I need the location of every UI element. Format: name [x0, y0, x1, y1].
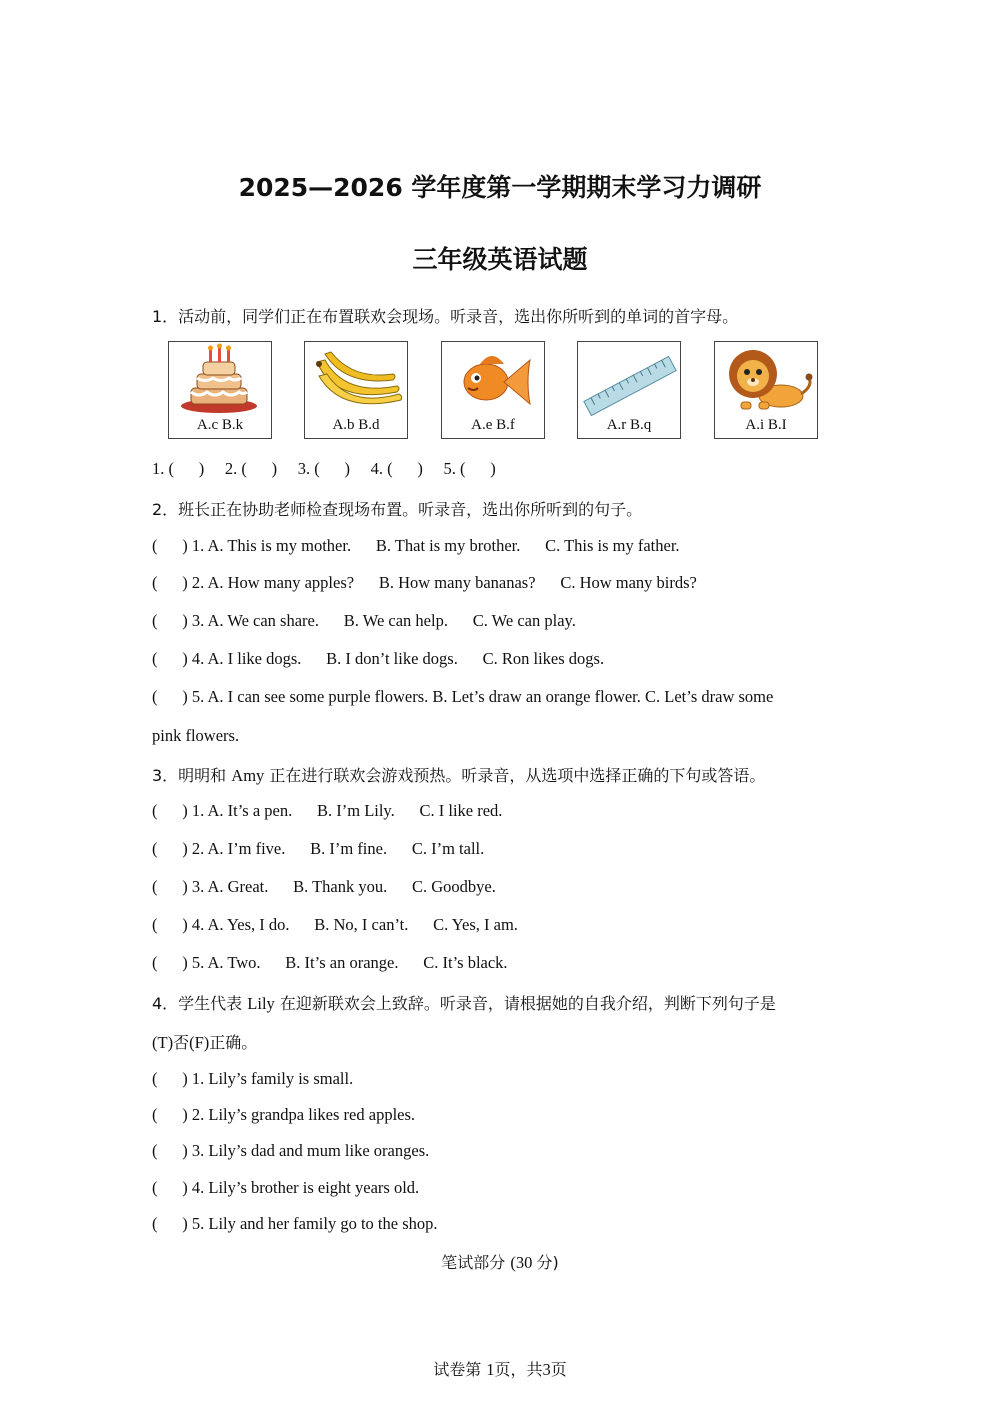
question-row [152, 611, 576, 631]
picture-label: A.r B.q [606, 417, 652, 433]
picture-box-3 [441, 341, 545, 439]
question-row: ( ) 5. A. I can see some purple flowers. B. Let’s draw an orange flower. C. Let’s draw some [152, 687, 774, 706]
question-row [152, 953, 508, 973]
picture-box-5 [714, 341, 818, 439]
section2-heading: 2．班长正在协助老师检查现场布置。听录音，选出你所听到的句子。 [152, 500, 643, 519]
option-b: B. How many bananas? [378, 573, 536, 592]
picture-label: A.c B.k [196, 417, 244, 433]
question-row [152, 649, 604, 669]
option-c: C. We can play. [472, 611, 576, 630]
fish-icon [442, 342, 546, 422]
cake-icon [169, 342, 273, 422]
option-a: ( ) 1. A. This is my mother. [152, 536, 352, 555]
option-c: C. This is my father. [545, 536, 680, 555]
option-b: B. I don’t like dogs. [326, 649, 458, 668]
question-row [152, 573, 697, 593]
section4-heading-continued: (T)否(F)正确。 [152, 1033, 258, 1052]
question-row [152, 839, 484, 859]
section3-heading: 3．明明和 Amy 正在进行联欢会游戏预热。听录音，从选项中选择正确的下句或答语。 [152, 766, 766, 785]
ruler-icon [578, 342, 682, 422]
picture-label: A.b B.d [332, 417, 380, 433]
option-a: ( ) 4. A. I like dogs. [152, 649, 302, 668]
page-title: 2025—2026 学年度第一学期期末学习力调研 [238, 173, 762, 202]
picture-label: A.e B.f [471, 417, 515, 433]
picture-box-2 [304, 341, 408, 439]
option-c: C. I’m tall. [411, 839, 485, 858]
option-a: ( ) 5. A. Two. [152, 953, 261, 972]
option-a: ( ) 1. A. It’s a pen. [152, 801, 293, 820]
option-b: B. We can help. [343, 611, 448, 630]
option-a: ( ) 4. A. Yes, I do. [152, 915, 290, 934]
page-subtitle: 三年级英语试题 [412, 245, 588, 274]
option-b: B. That is my brother. [375, 536, 521, 555]
question-row: ( ) 1. Lily’s family is small. [152, 1069, 354, 1088]
question-row [152, 801, 502, 821]
option-b: B. I’m fine. [310, 839, 388, 858]
banana-icon [305, 342, 409, 422]
option-a: ( ) 2. A. How many apples? [152, 573, 355, 592]
picture-box-4 [577, 341, 681, 439]
question-row: ( ) 5. Lily and her family go to the shop. [152, 1214, 438, 1233]
question-row [152, 877, 496, 897]
option-c: C. It’s black. [423, 953, 508, 972]
option-a: ( ) 3. A. Great. [152, 877, 269, 896]
option-c: C. I like red. [419, 801, 503, 820]
section4-heading: 4．学生代表 Lily 在迎新联欢会上致辞。听录音，请根据她的自我介绍，判断下列句子是 [152, 994, 776, 1013]
picture-box-1 [168, 341, 272, 439]
section1-answer-blanks: 1. ( ) 2. ( ) 3. ( ) 4. ( ) 5. ( ) [152, 459, 496, 478]
question-row-continued: pink flowers. [152, 726, 240, 745]
option-b: B. It’s an orange. [285, 953, 399, 972]
page-footer: 试卷第 1页，共3页 [433, 1360, 567, 1379]
option-a: ( ) 2. A. I’m five. [152, 839, 286, 858]
option-c: C. Ron likes dogs. [482, 649, 605, 668]
question-row [152, 536, 680, 556]
section1-heading: 1．活动前，同学们正在布置联欢会现场。听录音，选出你所听到的单词的首字母。 [152, 307, 739, 326]
lion-icon [715, 342, 819, 422]
question-row: ( ) 4. Lily’s brother is eight years old. [152, 1178, 420, 1197]
option-b: B. I’m Lily. [316, 801, 395, 820]
question-row: ( ) 2. Lily’s grandpa likes red apples. [152, 1105, 416, 1124]
option-c: C. How many birds? [560, 573, 697, 592]
option-c: C. Yes, I am. [433, 915, 518, 934]
question-row [152, 915, 518, 935]
option-b: B. No, I can’t. [314, 915, 409, 934]
option-c: C. Goodbye. [412, 877, 496, 896]
picture-label: A.i B.I [745, 417, 787, 433]
option-b: B. Thank you. [293, 877, 388, 896]
written-part-heading: 笔试部分 (30 分) [441, 1253, 559, 1272]
question-row: ( ) 3. Lily’s dad and mum like oranges. [152, 1141, 430, 1160]
option-a: ( ) 3. A. We can share. [152, 611, 319, 630]
